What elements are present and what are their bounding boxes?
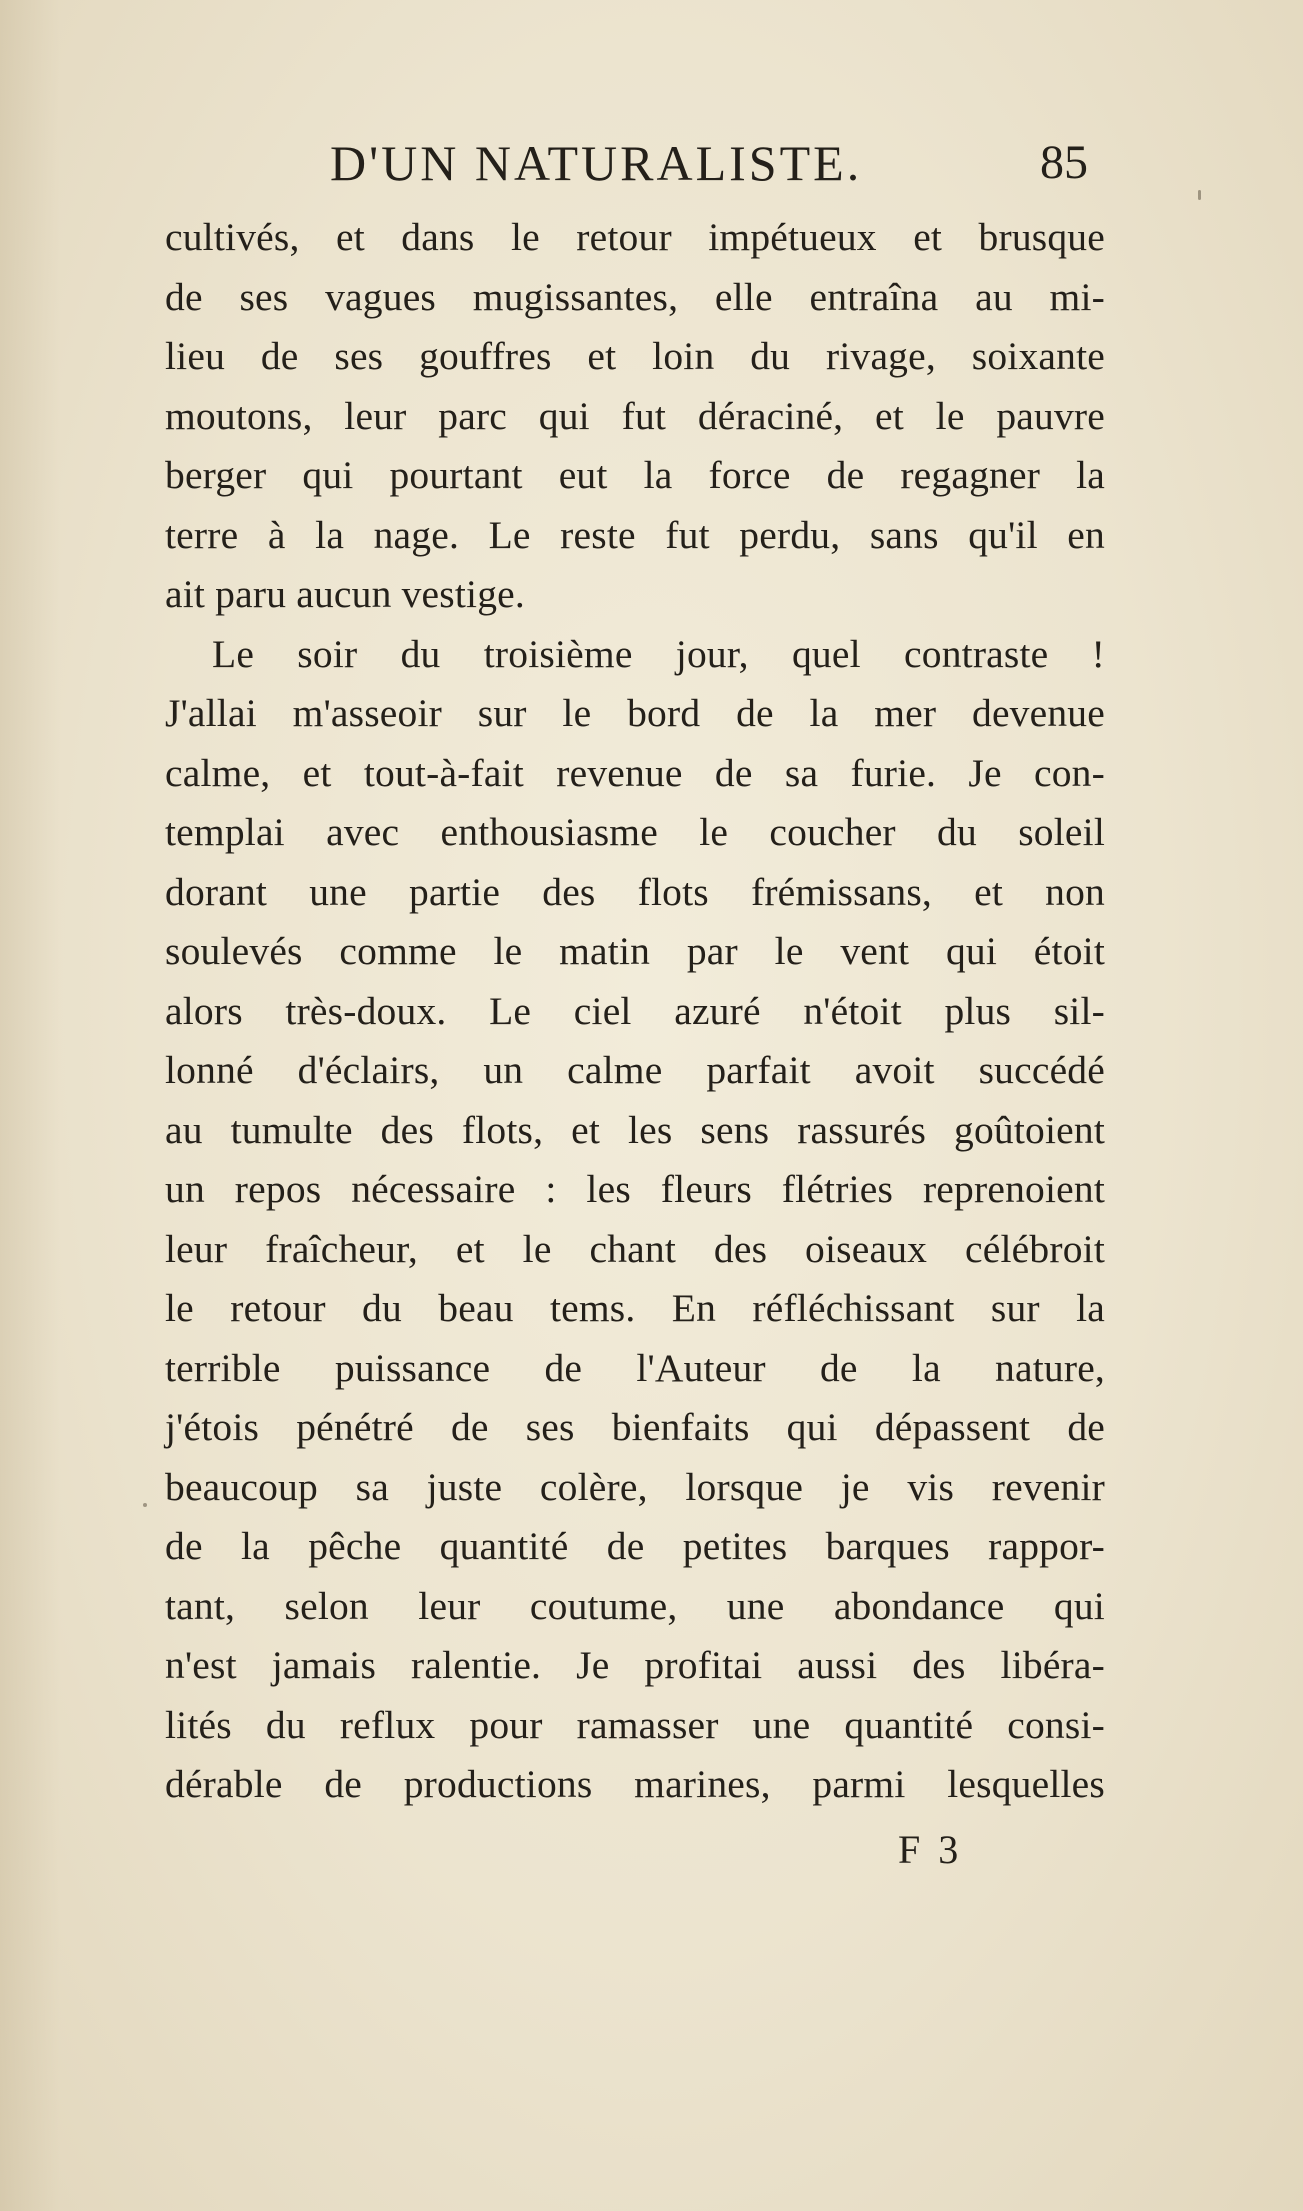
paper-speck: [143, 1503, 147, 1507]
text-line: calme, et tout-à-fait revenue de sa furie. Je con-: [165, 750, 1105, 795]
text-line: de ses vagues mugissantes, elle entraîna au mi-: [165, 274, 1105, 319]
text-line: berger qui pourtant eut la force de regagner la: [165, 453, 1105, 497]
signature-mark: F 3: [898, 1827, 963, 1872]
text-line: de la pêche quantité de petites barques rappor-: [165, 1524, 1105, 1568]
text-line: terrible puissance de l'Auteur de la nature,: [165, 1345, 1105, 1390]
text-line: beaucoup sa juste colère, lorsque je vis revenir: [165, 1464, 1105, 1509]
text-line: le retour du beau tems. En réfléchissant sur la: [165, 1286, 1105, 1330]
text-line: moutons, leur parc qui fut déraciné, et le pauvre: [165, 393, 1105, 438]
page-number: 85: [1040, 136, 1088, 189]
text-line: terre à la nage. Le reste fut perdu, sans qu'il en: [165, 512, 1105, 557]
paragraph-first-line: Le soir du troisième jour, quel contraste !: [212, 631, 1105, 676]
text-line: lonné d'éclairs, un calme parfait avoit succédé: [165, 1048, 1105, 1092]
text-line: cultivés, et dans le retour impétueux et brusque: [165, 215, 1105, 259]
text-line: dérable de productions marines, parmi lesquelles: [165, 1762, 1105, 1806]
text-line: tant, selon leur coutume, une abondance qui: [165, 1583, 1105, 1628]
text-line: J'allai m'asseoir sur le bord de la mer devenue: [165, 691, 1105, 735]
body-text: [165, 208, 1105, 1815]
text-line: lités du reflux pour ramasser une quantité consi-: [165, 1702, 1105, 1747]
text-line: lieu de ses gouffres et loin du rivage, soixante: [165, 334, 1105, 378]
running-head-title: D'UN NATURALISTE.: [330, 135, 863, 191]
text-line: alors très-doux. Le ciel azuré n'étoit plus sil-: [165, 988, 1105, 1033]
text-line: ait paru aucun vestige.: [165, 572, 525, 616]
text-line: templai avec enthousiasme le coucher du soleil: [165, 810, 1105, 854]
text-line: un repos nécessaire : les fleurs flétries reprenoient: [165, 1167, 1105, 1211]
text-line: soulevés comme le matin par le vent qui étoit: [165, 929, 1105, 973]
text-line: j'étois pénétré de ses bienfaits qui dépassent de: [165, 1405, 1105, 1449]
text-line: leur fraîcheur, et le chant des oiseaux célébroit: [165, 1226, 1105, 1271]
text-line: n'est jamais ralentie. Je profitai aussi des libéra-: [165, 1643, 1105, 1687]
paper-speck: [1198, 190, 1201, 200]
text-line: au tumulte des flots, et les sens rassurés goûtoient: [165, 1107, 1105, 1152]
text-line: dorant une partie des flots frémissans, et non: [165, 869, 1105, 914]
page-edge-shadow: [0, 0, 60, 2211]
running-head: [0, 128, 1303, 198]
